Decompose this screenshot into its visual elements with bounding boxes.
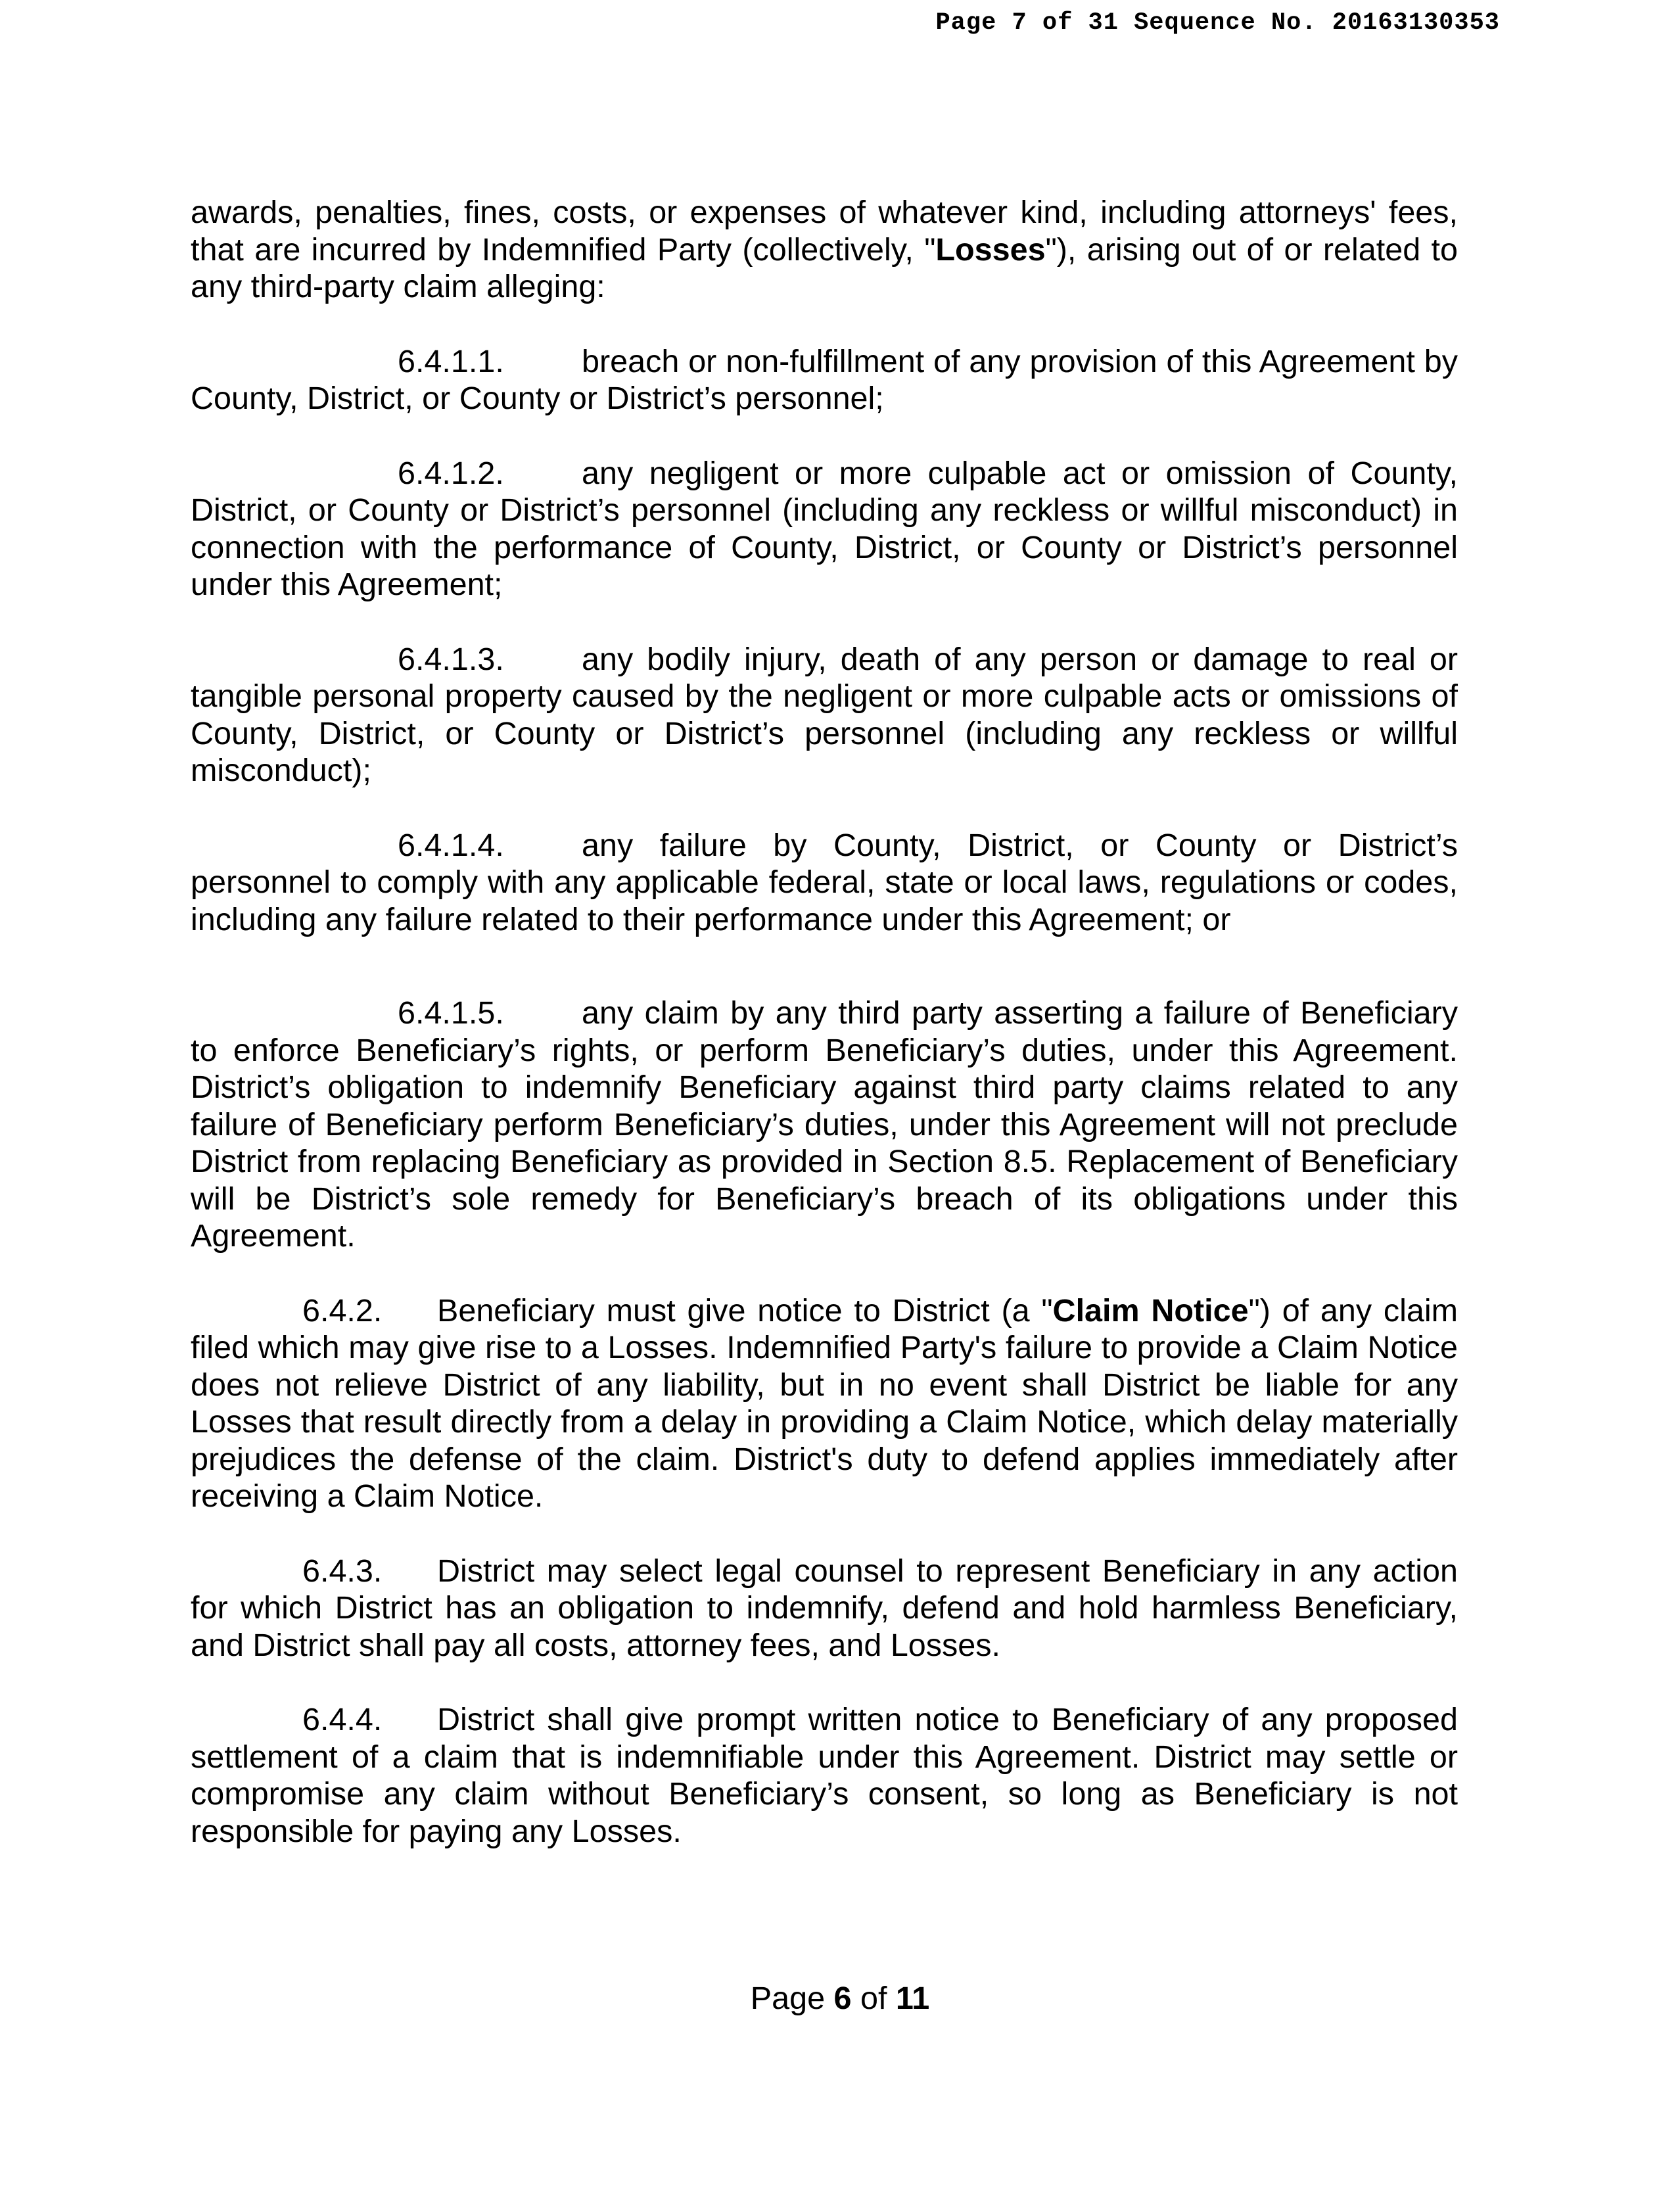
clause-6-4-1-5	[191, 995, 1458, 1255]
section-text: District shall give prompt written notice to Beneficiary of any proposed settlement of a claim that is indemnifiable under this Agreement. District may settle or compromise any claim without Beneficiary’s consent, so long as Beneficiary is not responsible for paying any Losses.	[191, 1702, 1458, 1849]
footer-prefix: Page	[750, 1981, 834, 2016]
section-6-4-3	[191, 1553, 1458, 1664]
section-number: 6.4.4.	[302, 1702, 383, 1737]
footer-page-number: 6	[833, 1981, 852, 2016]
section-number: 6.4.3.	[302, 1553, 383, 1589]
section-number: 6.4.2.	[302, 1292, 383, 1328]
section-text-after: ") of any claim filed which may give rise to a Losses. Indemnified Party's failure to provide a Claim Notice does not relieve District of any liability, but in no event shall District be liable for any Losses that result directly from a delay in providing a Claim Notice, which delay materially prejudices the defense of the claim. District's duty to defend applies immediately after receiving a Claim Notice.	[191, 1292, 1458, 1514]
intro-text-after: "), arising out of or related to any third-party claim alleging:	[191, 231, 1458, 304]
clause-6-4-1-1	[191, 343, 1458, 417]
intro-paragraph	[191, 194, 1458, 306]
claim-notice-term: Claim Notice	[1052, 1292, 1249, 1328]
section-6-4-4	[191, 1701, 1458, 1850]
clause-number: 6.4.1.5.	[398, 995, 504, 1031]
section-text-before: Beneficiary must give notice to District (a "	[437, 1292, 1053, 1328]
footer-page-total: 11	[895, 1981, 930, 2016]
section-text: District may select legal counsel to represent Beneficiary in any action for which District has an obligation to indemnify, defend and hold harmless Beneficiary, and District shall pay all costs, attorney fees, and Losses.	[191, 1553, 1458, 1663]
clause-number: 6.4.1.4.	[398, 827, 504, 863]
section-6-4-2	[191, 1292, 1458, 1515]
page-footer	[0, 1979, 1680, 2018]
document-body	[191, 194, 1458, 1850]
clause-number: 6.4.1.3.	[398, 641, 504, 677]
clause-6-4-1-3	[191, 641, 1458, 789]
intro-text-before: awards, penalties, fines, costs, or expenses of whatever kind, including attorneys' fees, that are incurred by Indemnified Party (collectively, "	[191, 195, 1458, 268]
clause-text: breach or non-fulfillment of any provision of this Agreement by County, District, or County or District’s personnel;	[191, 343, 1458, 416]
clause-number: 6.4.1.1.	[398, 343, 504, 379]
clause-text: any claim by any third party asserting a failure of Beneficiary to enforce Beneficiary’s rights, or perform Beneficiary’s duties, under this Agreement. District’s obligation to indemnify Beneficiary against third party claims related to any failure of Beneficiary perform Beneficiary’s duties, under this Agreement will not preclude District from replacing Beneficiary as provided in Section 8.5. Replacement of Beneficiary will be District’s sole remedy for Beneficiary’s breach of its obligations under this Agreement.	[191, 995, 1458, 1254]
losses-term: Losses	[935, 231, 1046, 268]
clause-text: any failure by County, District, or County or District’s personnel to comply with any applicable federal, state or local laws, regulations or codes, including any failure related to their performance under this Agreement; or	[191, 827, 1458, 937]
sequence-stamp: Page 7 of 31 Sequence No. 20163130353	[935, 9, 1500, 37]
clause-6-4-1-4	[191, 827, 1458, 939]
clause-number: 6.4.1.2.	[398, 455, 504, 491]
clause-6-4-1-2	[191, 455, 1458, 603]
clause-text: any bodily injury, death of any person or damage to real or tangible personal property caused by the negligent or more culpable acts or omissions of County, District, or County or District’s personnel (including any reckless or willful misconduct);	[191, 641, 1458, 788]
footer-middle: of	[851, 1981, 896, 2016]
clause-text: any negligent or more culpable act or omission of County, District, or County or District’s personnel (including any reckless or willful misconduct) in connection with the performance of County, District, or County or District’s personnel under this Agreement;	[191, 455, 1458, 602]
